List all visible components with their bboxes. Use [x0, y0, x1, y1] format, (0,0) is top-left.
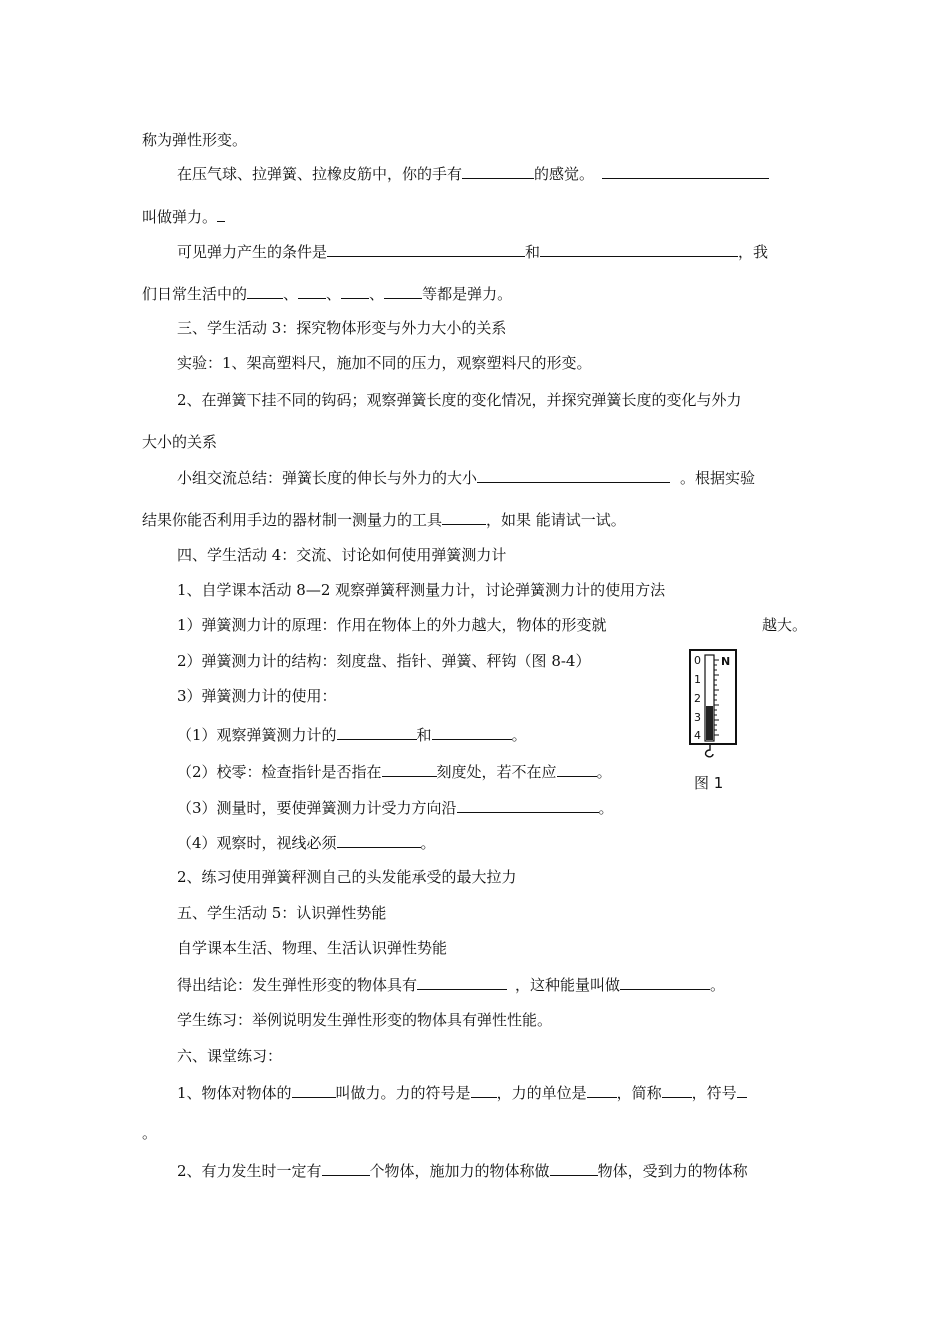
blank — [327, 241, 525, 257]
section-heading: 五、学生活动 5：认识弹性势能 — [177, 904, 387, 922]
blank — [471, 1082, 497, 1098]
section-heading: 三、学生活动 3：探究物体形变与外力大小的关系 — [177, 319, 507, 337]
section-heading: 四、学生活动 4：交流、讨论如何使用弹簧测力计 — [177, 546, 507, 564]
text-line: 称为弹性形变。 — [142, 131, 248, 149]
indicator-fill — [706, 706, 713, 740]
text-line: 结果你能否利用手边的器材制一测量力的工具 ，如果 能请试一试。 — [142, 511, 626, 529]
blank — [442, 509, 486, 525]
unit-label: N — [721, 655, 731, 668]
hook — [706, 744, 713, 757]
text-line: （1）观察弹簧测力计的 和 。 — [177, 726, 527, 744]
blank — [620, 974, 710, 990]
text-line: （4）观察时，视线必须 。 — [177, 834, 436, 852]
blank — [292, 1082, 336, 1098]
spring-balance-figure — [688, 648, 758, 798]
text-line: 大小的关系 — [142, 433, 218, 451]
blank — [322, 1160, 370, 1176]
figure-caption: 图 1 — [694, 774, 724, 792]
blank — [382, 761, 437, 777]
blank — [337, 724, 417, 740]
text-line: 2、在弹簧下挂不同的钩码；观察弹簧长度的变化情况，并探究弹簧长度的变化与外力 — [177, 391, 742, 409]
blank — [247, 283, 283, 299]
blank — [540, 241, 738, 257]
text-line: 实验：1、架高塑料尺，施加不同的压力，观察塑料尺的形变。 — [177, 354, 592, 372]
text-line: （3）测量时，要使弹簧测力计受力方向沿 。 — [177, 799, 614, 817]
blank — [462, 163, 534, 179]
blank — [298, 283, 326, 299]
scale-label: 0 — [694, 654, 701, 667]
text-line: 叫做弹力。 — [142, 206, 225, 227]
text-line: 越大。 — [762, 616, 808, 634]
blank — [457, 797, 599, 813]
text-line: 2、练习使用弹簧秤测自己的头发能承受的最大拉力 — [177, 868, 517, 886]
spring-balance-drawing — [688, 648, 758, 798]
blank — [587, 1082, 617, 1098]
text-line: 3）弹簧测力计的使用： — [177, 687, 337, 705]
blank — [737, 1082, 747, 1098]
text-line: 。 — [142, 1124, 158, 1142]
scale-label: 1 — [694, 673, 701, 686]
text-line: （2）校零：检查指针是否指在 刻度处，若不在应 。 — [177, 763, 612, 781]
blank — [417, 974, 507, 990]
scale-label: 4 — [694, 729, 701, 742]
text-line: 2）弹簧测力计的结构：刻度盘、指针、弹簧、秤钩（图 8-4） — [177, 652, 591, 670]
text-line: 小组交流总结：弹簧长度的伸长与外力的大小 。根据实验 — [177, 469, 756, 487]
blank — [341, 283, 369, 299]
scale-label: 2 — [694, 692, 701, 705]
scale-label: 3 — [694, 711, 701, 724]
section-heading: 六、课堂练习： — [177, 1047, 283, 1065]
text-line: 1、物体对物体的 叫做力。力的符号是 ，力的单位是 ，简称 ，符号 — [177, 1082, 747, 1103]
text-line: 1）弹簧测力计的原理：作用在物体上的外力越大，物体的形变就 — [177, 616, 607, 634]
text-line: 2、有力发生时一定有 个物体，施加力的物体称做 物体，受到力的物体称 — [177, 1162, 748, 1180]
blank — [217, 206, 225, 222]
blank — [432, 724, 512, 740]
text-line: 得出结论：发生弹性形变的物体具有 ，这种能量叫做 。 — [177, 976, 726, 994]
blank — [602, 163, 769, 179]
text-line: 可见弹力产生的条件是 和 ，我 — [177, 243, 769, 261]
blank — [477, 467, 670, 483]
text-line: 1、自学课本活动 8—2 观察弹簧秤测量力计，讨论弹簧测力计的使用方法 — [177, 581, 666, 599]
text-line: 在压气球、拉弹簧、拉橡皮筋中，你的手有 的感觉。 — [177, 163, 769, 184]
text-line: 们日常生活中的 、 、 、 等都是弹力。 — [142, 285, 513, 303]
blank — [384, 283, 422, 299]
blank — [557, 761, 597, 777]
blank — [337, 832, 421, 848]
blank — [550, 1160, 598, 1176]
text-line: 自学课本生活、物理、生活认识弹性势能 — [177, 939, 448, 957]
scale-ticks — [714, 660, 719, 735]
blank — [662, 1082, 692, 1098]
text-line: 学生练习：举例说明发生弹性形变的物体具有弹性性能。 — [177, 1011, 553, 1029]
